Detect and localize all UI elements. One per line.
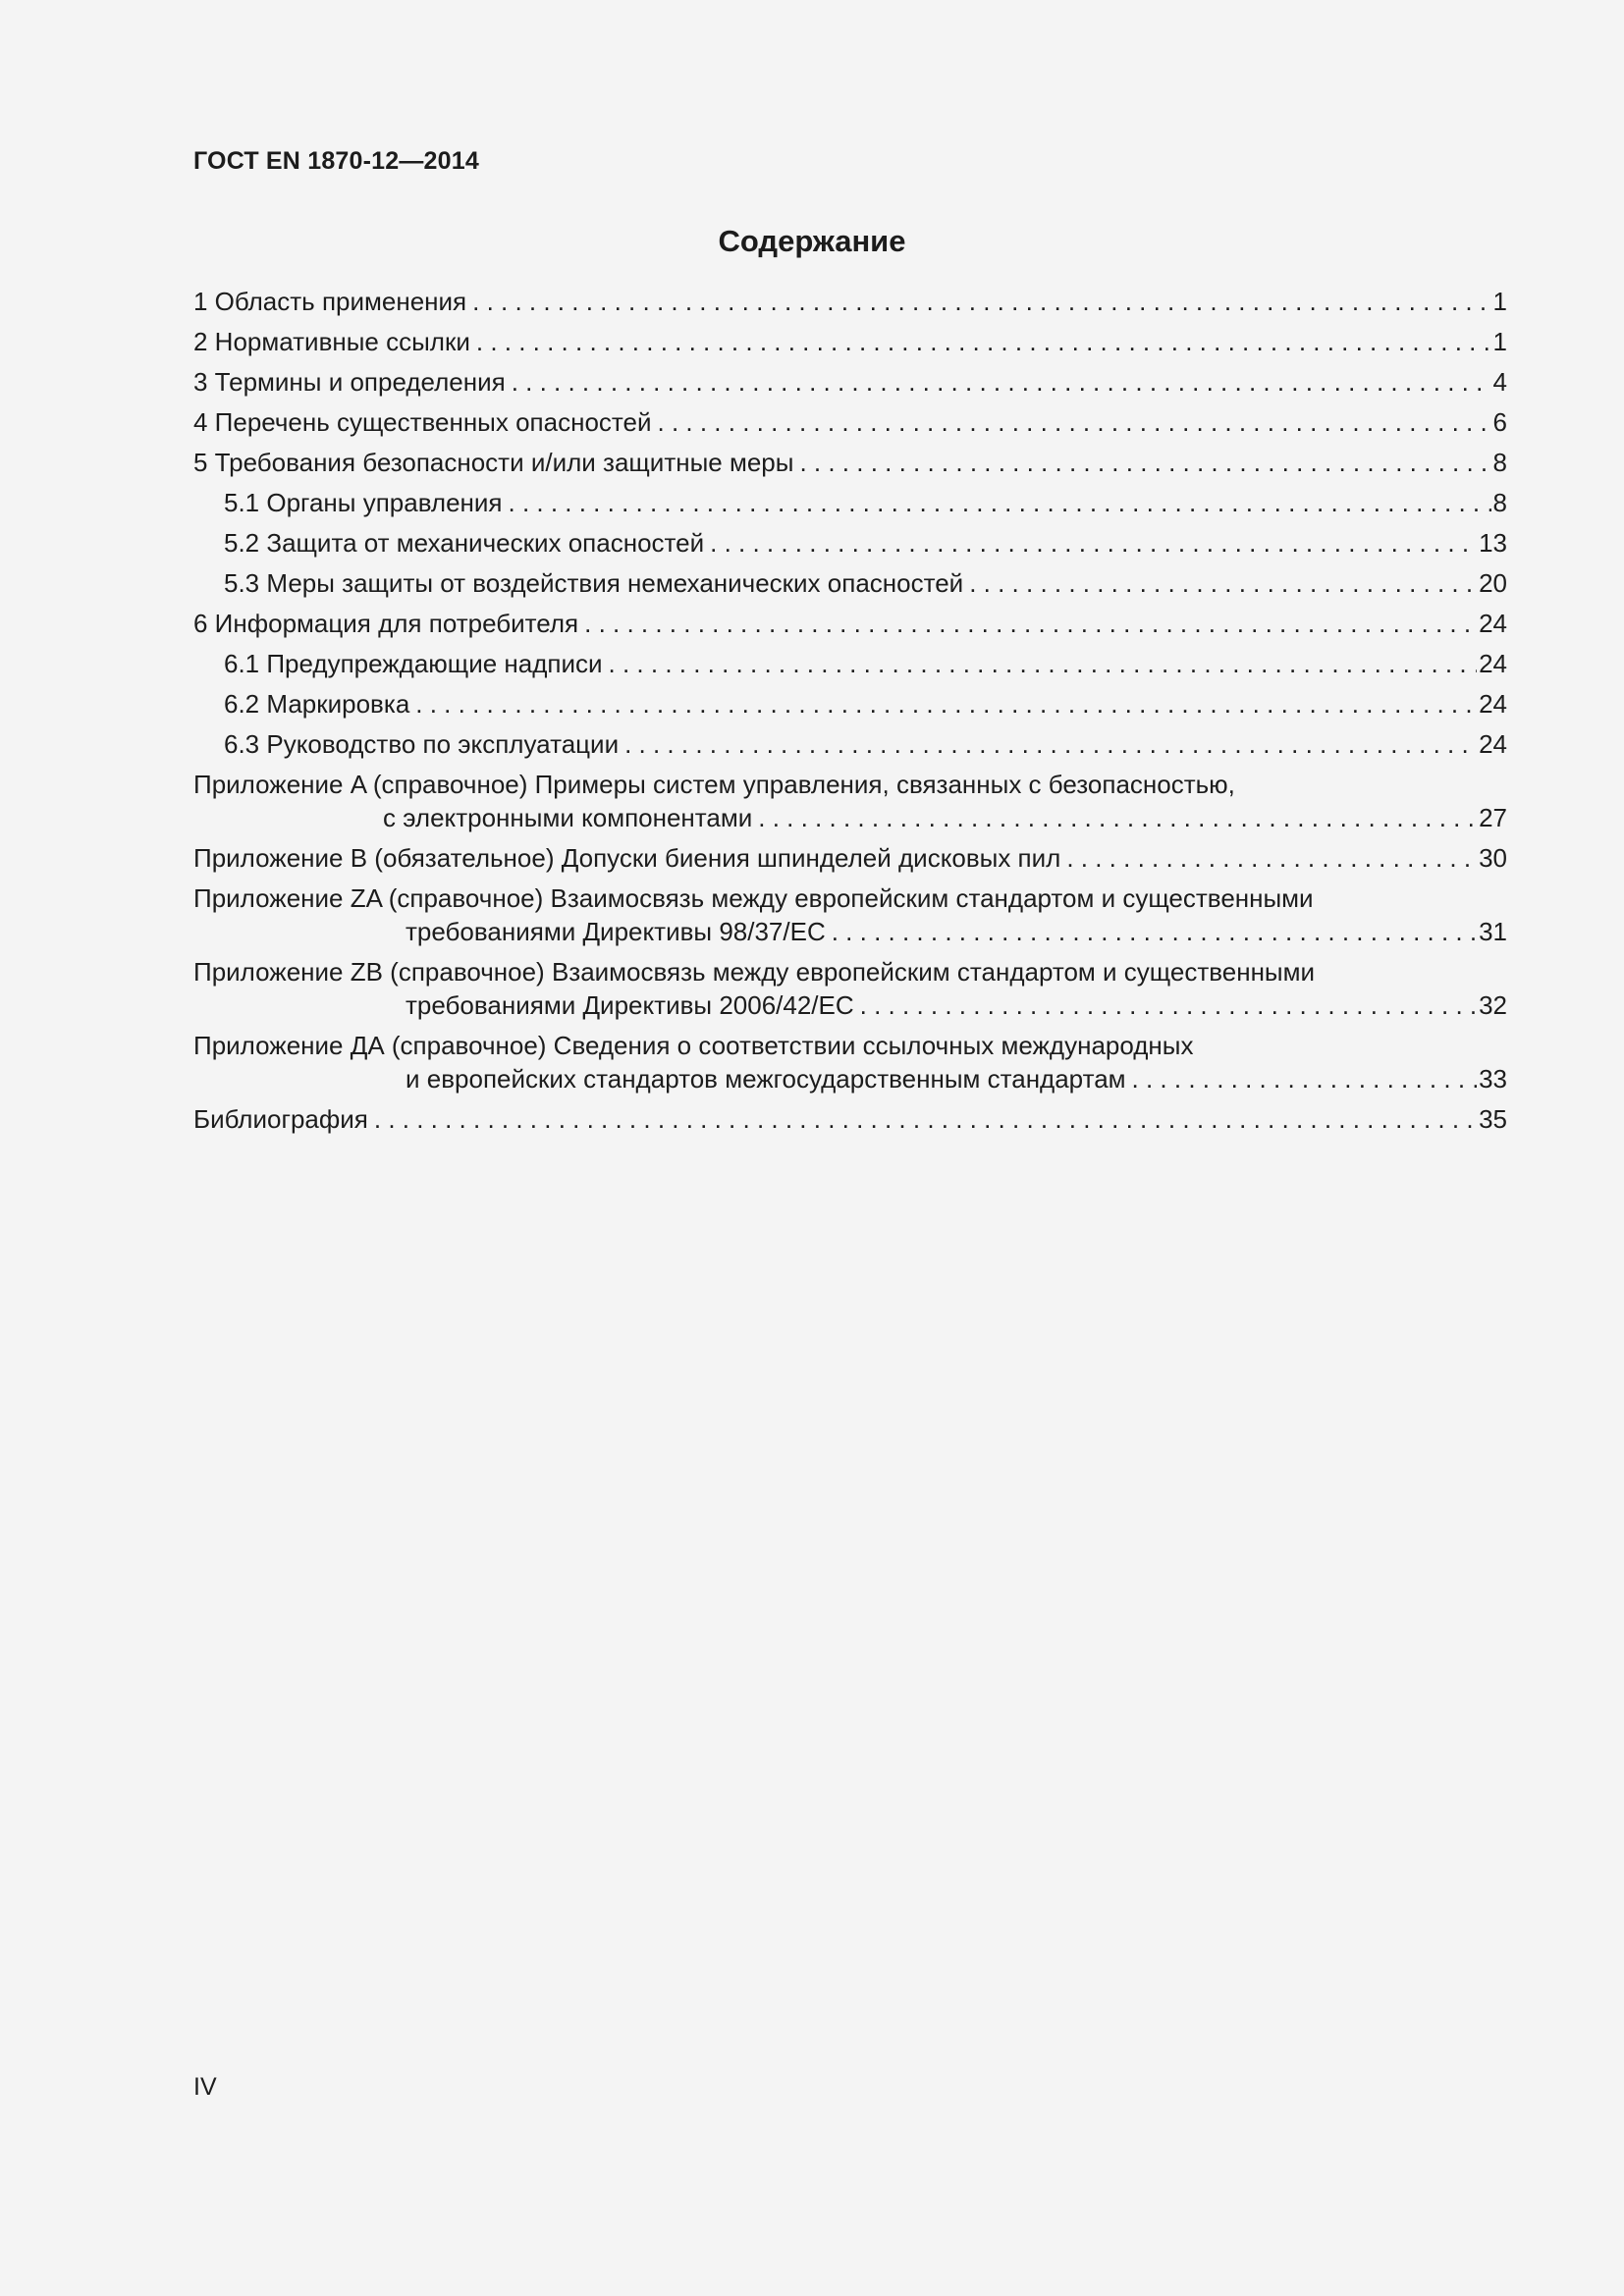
toc-entry[interactable] xyxy=(193,727,1507,761)
toc-entry-title: 4 Перечень существенных опасностей xyxy=(193,407,652,437)
toc-entry-title: 5 Требования безопасности и/или защитные меры xyxy=(193,448,794,477)
toc-page-number: 27 xyxy=(1479,803,1507,832)
toc-entry[interactable] xyxy=(193,955,1507,1022)
toc-page-number: 24 xyxy=(1479,689,1507,719)
dot-leader xyxy=(624,727,1477,761)
dot-leader xyxy=(1066,841,1477,875)
toc-page-number: 8 xyxy=(1492,448,1507,477)
toc-entry[interactable] xyxy=(193,325,1507,358)
toc-entry[interactable] xyxy=(193,526,1507,560)
toc-entry-title: 2 Нормативные ссылки xyxy=(193,327,470,356)
toc-page-number: 6 xyxy=(1492,407,1507,437)
table-of-contents xyxy=(193,285,1507,1136)
toc-page-number: 32 xyxy=(1479,990,1507,1020)
toc-entry-title: требованиями Директивы 2006/42/EC xyxy=(406,990,854,1020)
toc-entry-title: Приложение A (справочное) Примеры систем управления, связанных с безопасностью, xyxy=(193,770,1235,799)
toc-entry[interactable] xyxy=(193,446,1507,479)
toc-entry[interactable] xyxy=(193,881,1507,948)
toc-entry-title: Приложение ДА (справочное) Сведения о соответствии ссылочных международных xyxy=(193,1031,1194,1060)
dot-leader xyxy=(710,526,1477,560)
page-number: IV xyxy=(193,2073,217,2101)
dot-leader xyxy=(374,1102,1477,1136)
document-code: ГОСТ EN 1870-12—2014 xyxy=(193,147,479,175)
dot-leader xyxy=(1132,1062,1478,1095)
dot-leader xyxy=(584,607,1477,640)
toc-page-number: 31 xyxy=(1479,917,1507,946)
dot-leader xyxy=(415,687,1477,721)
toc-entry-title: Приложение ZB (справочное) Взаимосвязь между европейским стандартом и существенными xyxy=(193,957,1316,987)
toc-entry-title: 6.1 Предупреждающие надписи xyxy=(224,649,603,678)
dot-leader xyxy=(476,325,1491,358)
dot-leader xyxy=(758,801,1477,834)
dot-leader xyxy=(512,365,1491,399)
toc-entry-title: 5.2 Защита от механических опасностей xyxy=(224,528,705,558)
toc-entry[interactable] xyxy=(193,768,1507,834)
toc-entry[interactable] xyxy=(193,841,1507,875)
toc-entry[interactable] xyxy=(193,486,1507,519)
toc-entry-title: и европейских стандартов межгосударственным стандартам xyxy=(406,1064,1126,1094)
toc-page-number: 8 xyxy=(1492,488,1507,517)
toc-entry[interactable] xyxy=(193,405,1507,439)
toc-page-number: 24 xyxy=(1479,649,1507,678)
toc-entry[interactable] xyxy=(193,285,1507,318)
toc-entry-title: 6.3 Руководство по эксплуатации xyxy=(224,729,620,759)
toc-entry-title: 6 Информация для потребителя xyxy=(193,609,579,638)
toc-entry-title: 1 Область применения xyxy=(193,287,467,316)
toc-page-number: 13 xyxy=(1479,528,1507,558)
toc-page-number: 24 xyxy=(1479,729,1507,759)
toc-entry-title: с электронными компонентами xyxy=(383,803,753,832)
toc-entry-title: 6.2 Маркировка xyxy=(224,689,410,719)
toc-entry[interactable] xyxy=(193,566,1507,600)
toc-title: Содержание xyxy=(718,224,906,258)
toc-entry-title: требованиями Директивы 98/37/EC xyxy=(406,917,826,946)
toc-page-number: 1 xyxy=(1492,327,1507,356)
dot-leader xyxy=(609,647,1478,680)
toc-entry-title: Библиография xyxy=(193,1104,368,1134)
toc-entry[interactable] xyxy=(193,365,1507,399)
toc-entry-title: 3 Термины и определения xyxy=(193,367,506,397)
toc-page-number: 33 xyxy=(1479,1064,1507,1094)
toc-entry-title: 5.1 Органы управления xyxy=(224,488,503,517)
dot-leader xyxy=(472,285,1490,318)
toc-page-number: 35 xyxy=(1479,1104,1507,1134)
toc-entry[interactable] xyxy=(193,687,1507,721)
toc-entry[interactable] xyxy=(193,1102,1507,1136)
dot-leader xyxy=(860,988,1477,1022)
toc-entry[interactable] xyxy=(193,1029,1507,1095)
dot-leader xyxy=(509,486,1491,519)
toc-page-number: 20 xyxy=(1479,568,1507,598)
dot-leader xyxy=(658,405,1491,439)
dot-leader xyxy=(832,915,1477,948)
toc-entry[interactable] xyxy=(193,647,1507,680)
toc-entry-title: 5.3 Меры защиты от воздействия немеханических опасностей xyxy=(224,568,964,598)
toc-entry-title: Приложение ZA (справочное) Взаимосвязь между европейским стандартом и существенными xyxy=(193,883,1314,913)
toc-entry-title: Приложение B (обязательное) Допуски биения шпинделей дисковых пил xyxy=(193,843,1061,873)
toc-page-number: 30 xyxy=(1479,843,1507,873)
dot-leader xyxy=(799,446,1490,479)
dot-leader xyxy=(969,566,1477,600)
toc-page-number: 24 xyxy=(1479,609,1507,638)
toc-page-number: 1 xyxy=(1492,287,1507,316)
toc-entry[interactable] xyxy=(193,607,1507,640)
toc-page-number: 4 xyxy=(1492,367,1507,397)
